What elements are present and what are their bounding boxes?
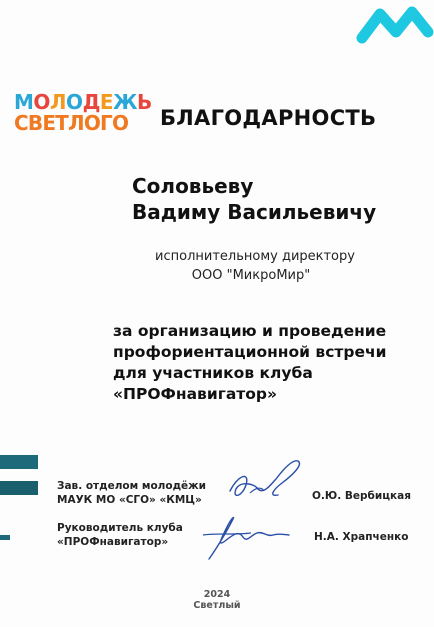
reason-line-4: «ПРОФнавигатор» xyxy=(113,385,278,403)
signatory-1-title-line2: МАУК МО «СГО» «КМЦ» xyxy=(57,494,202,506)
logo-letter: О xyxy=(66,90,83,114)
recipient-position: исполнительному директору xyxy=(155,249,355,264)
logo-letter: Л xyxy=(49,90,67,114)
reason-line-1: за организацию и проведение xyxy=(113,322,387,340)
left-dash-decoration xyxy=(0,535,10,540)
logo xyxy=(14,90,152,135)
logo-letter: О xyxy=(33,90,50,114)
logo-line2: СВЕТЛОГО xyxy=(14,111,129,135)
signature-1 xyxy=(220,453,306,513)
recipient-surname: Соловьеву xyxy=(132,174,254,198)
signatory-2-title-line2: «ПРОФнавигатор» xyxy=(57,536,169,548)
footer-city: Светлый xyxy=(193,600,241,611)
footer-year: 2024 xyxy=(203,589,231,600)
reason-line-3: для участников клуба xyxy=(113,364,313,382)
signatory-2-title-line1: Руководитель клуба xyxy=(57,522,183,534)
logo-letter: Д xyxy=(82,90,100,114)
wave-decoration xyxy=(356,2,434,46)
signatory-1-name: О.Ю. Вербицкая xyxy=(312,490,411,502)
recipient-name: Вадиму Васильевичу xyxy=(132,200,377,224)
recipient-company: ООО "МикроМир" xyxy=(191,268,311,283)
signatory-1-title-line1: Зав. отделом молодёжи xyxy=(57,480,206,492)
bar-bottom xyxy=(0,481,38,495)
bar-top xyxy=(0,455,38,469)
left-bars-decoration xyxy=(0,455,38,495)
logo-letter: Ж xyxy=(113,90,138,114)
certificate-title: БЛАГОДАРНОСТЬ xyxy=(160,106,377,130)
logo-letter: М xyxy=(14,90,34,114)
logo-line1 xyxy=(14,90,152,114)
logo-letter: Е xyxy=(99,90,114,114)
signature-2 xyxy=(195,505,295,567)
logo-letter: Ь xyxy=(137,90,152,114)
signatory-2-name: Н.А. Храпченко xyxy=(314,531,409,543)
reason-line-2: профориентационной встречи xyxy=(113,343,387,361)
